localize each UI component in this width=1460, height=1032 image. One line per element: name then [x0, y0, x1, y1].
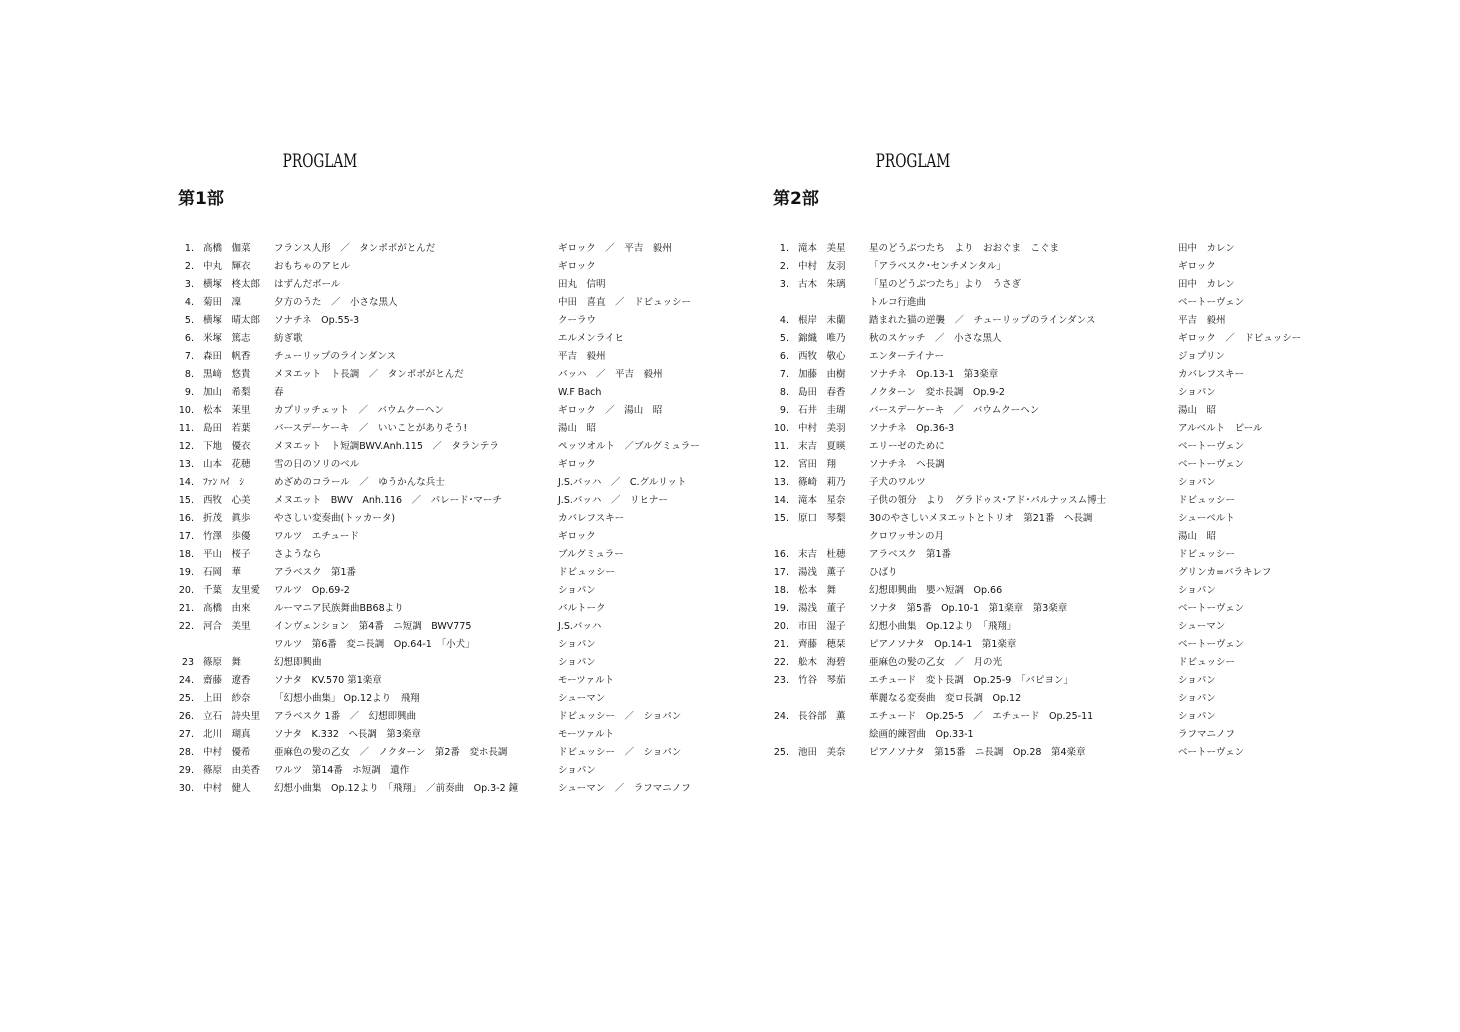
row-number: 29. — [178, 765, 194, 776]
program-row — [773, 708, 1460, 726]
composer-name: ショパン — [558, 657, 596, 668]
program-row — [773, 510, 1460, 528]
performer-name: 北川 瑚真 — [203, 729, 251, 740]
composer-name: J.S.バッハ — [558, 621, 602, 632]
piece-title: ピアノソナタ Op.14-1 第1楽章 — [869, 639, 1017, 650]
piece-title: チューリップのラインダンス — [274, 351, 396, 362]
performer-name: 市田 湿子 — [798, 621, 846, 632]
performer-name: 西牧 心美 — [203, 495, 251, 506]
composer-name: クーラウ — [558, 315, 597, 326]
row-number: 16. — [178, 513, 194, 524]
piece-title: はずんだボール — [274, 279, 341, 290]
piece-title: 亜麻色の髪の乙女 ／ 月の光 — [869, 657, 1003, 668]
piece-title: ルーマニア民族舞曲BB68より — [274, 603, 404, 614]
program-row — [773, 474, 1460, 492]
program-row — [773, 600, 1460, 618]
program-row — [773, 546, 1460, 564]
row-number: 3. — [184, 279, 194, 290]
piece-title: 雪の日のソリのベル — [274, 459, 360, 470]
program-row — [773, 618, 1460, 636]
piece-title: ソナタ KV.570 第1楽章 — [274, 675, 382, 686]
row-number: 14. — [773, 495, 789, 506]
piece-title: 絵画的練習曲 Op.33-1 — [869, 729, 974, 740]
piece-title: 秋のスケッチ ／ 小さな黒人 — [869, 333, 1002, 344]
performer-name: 下地 優衣 — [203, 441, 251, 452]
performer-name: 島田 若葉 — [203, 423, 251, 434]
program-row — [773, 294, 1460, 312]
piece-title: 子犬のワルツ — [869, 477, 926, 488]
piece-title: ピアノソナタ 第15番 ニ長調 Op.28 第4楽章 — [869, 747, 1086, 758]
composer-name: ベートーヴェン — [1178, 441, 1245, 452]
performer-name: 滝本 星奈 — [798, 495, 846, 506]
program-row — [773, 744, 1460, 762]
composer-name: シューマン — [558, 693, 606, 704]
piece-title: 「アラベスク･センチメンタル」 — [869, 261, 1006, 272]
composer-name: ギロック — [1178, 261, 1216, 272]
performer-name: 高橋 伽菜 — [203, 243, 251, 254]
row-number: 24. — [178, 675, 194, 686]
row-number: 7. — [184, 351, 194, 362]
composer-name: シューマン ／ ラフマニノフ — [558, 783, 691, 794]
row-number: 18. — [178, 549, 194, 560]
composer-name: ギロック ／ 平吉 毅州 — [558, 243, 672, 254]
piece-title: 亜麻色の髪の乙女 ／ ノクターン 第2番 変ホ長調 — [274, 747, 508, 758]
composer-name: ドビュッシー ／ ショパン — [558, 747, 682, 758]
piece-title: 紡ぎ歌 — [274, 333, 303, 344]
performer-name: 中丸 輝衣 — [203, 261, 251, 272]
program-title: PROGLAM — [282, 150, 358, 172]
piece-title: ワルツ エチュード — [274, 531, 359, 542]
row-number: 18. — [773, 585, 789, 596]
row-number: 12. — [178, 441, 194, 452]
composer-name: ジョプリン — [1178, 351, 1225, 362]
performer-name: 篠原 舞 — [203, 657, 242, 668]
composer-name: 湯山 昭 — [558, 423, 597, 434]
row-number: 7. — [779, 369, 789, 380]
row-number: 19. — [178, 567, 194, 578]
composer-name: ショパン — [1178, 387, 1216, 398]
piece-title: やさしい変奏曲(トッカータ) — [274, 513, 396, 524]
performer-name: 加藤 由樹 — [798, 369, 846, 380]
row-number: 16. — [773, 549, 789, 560]
composer-name: ベートーヴェン — [1178, 603, 1245, 614]
performer-name: 石岡 華 — [203, 567, 242, 578]
row-number: 11. — [773, 441, 789, 452]
row-number: 23 — [181, 657, 194, 668]
program-row — [773, 240, 1460, 258]
piece-title: 華麗なる変奏曲 変ロ長調 Op.12 — [869, 693, 1022, 704]
program-row — [773, 276, 1460, 294]
piece-title: エチュード Op.25-5 ／ エチュード Op.25-11 — [869, 711, 1094, 722]
piece-title: ソナチネ Op.36-3 — [869, 423, 955, 434]
composer-name: エルメンライヒ — [558, 333, 624, 344]
composer-name: ブルグミュラー — [558, 549, 624, 560]
performer-name: 山本 花穂 — [203, 459, 251, 470]
row-number: 4. — [184, 297, 194, 308]
performer-name: ﾌｧﾝ ﾊｲ ｼ — [203, 477, 245, 488]
composer-name: ペッツオルト ／ブルグミュラー — [558, 441, 700, 452]
composer-name: シューマン — [1178, 621, 1226, 632]
performer-name: 中村 優希 — [203, 747, 251, 758]
piece-title: エチュード 変ト長調 Op.25-9 「バピヨン」 — [869, 675, 1074, 686]
piece-title: ワルツ Op.69-2 — [274, 585, 350, 596]
performer-name: 西牧 敬心 — [798, 351, 846, 362]
performer-name: 横塚 柊太郎 — [203, 279, 261, 290]
program-row — [773, 456, 1460, 474]
performer-name: 根岸 未蘭 — [798, 315, 846, 326]
composer-name: ドビュッシー — [558, 567, 616, 578]
piece-title: ワルツ 第6番 変ニ長調 Op.64-1 「小犬」 — [274, 639, 475, 650]
composer-name: バルトーク — [558, 603, 606, 614]
row-number: 8. — [779, 387, 789, 398]
row-number: 2. — [779, 261, 789, 272]
program-row — [178, 762, 878, 780]
composer-name: ドビュッシー ／ ショパン — [558, 711, 682, 722]
row-number: 13. — [773, 477, 789, 488]
piece-title: クロワッサンの月 — [869, 531, 945, 542]
piece-title: ノクターン 変ホ長調 Op.9-2 — [869, 387, 1005, 398]
composer-name: ドビュッシー — [1178, 549, 1236, 560]
row-number: 6. — [779, 351, 789, 362]
composer-name: ショパン — [1178, 585, 1216, 596]
row-number: 24. — [773, 711, 789, 722]
piece-title: 幻想小曲集 Op.12より 「飛翔」 ／前奏曲 Op.3-2 鐘 — [274, 783, 519, 794]
performer-name: 竹谷 琴茄 — [798, 675, 846, 686]
performer-name: 立石 詩央里 — [203, 711, 261, 722]
composer-name: ギロック ／ 湯山 昭 — [558, 405, 663, 416]
program-row — [773, 330, 1460, 348]
row-number: 6. — [184, 333, 194, 344]
performer-name: 米塚 篤志 — [203, 333, 251, 344]
performer-name: 加山 希梨 — [203, 387, 251, 398]
row-number: 27. — [178, 729, 194, 740]
row-number: 17. — [178, 531, 194, 542]
performer-name: 横塚 晴太郎 — [203, 315, 261, 326]
performer-name: 湯浅 董子 — [798, 603, 846, 614]
composer-name: ギロック ／ ドビュッシー — [1178, 333, 1302, 344]
composer-name: 湯山 昭 — [1178, 531, 1217, 542]
composer-name: 田丸 信明 — [558, 279, 606, 290]
row-number: 9. — [779, 405, 789, 416]
piece-title: ソナタ K.332 ヘ長調 第3楽章 — [274, 729, 421, 740]
program-row — [773, 690, 1460, 708]
piece-title: 子供の領分 より グラドゥス･アド･パルナッスム博士 — [869, 495, 1107, 506]
row-number: 4. — [779, 315, 789, 326]
program-row — [773, 366, 1460, 384]
row-number: 21. — [773, 639, 789, 650]
piece-title: 春 — [274, 387, 284, 398]
piece-title: 幻想小曲集 Op.12より 「飛翔」 — [869, 621, 1017, 632]
piece-title: トルコ行進曲 — [869, 297, 927, 308]
piece-title: 幻想即興曲 嬰ハ短調 Op.66 — [869, 585, 1003, 596]
composer-name: ショパン — [558, 765, 596, 776]
performer-name: 宮田 翔 — [798, 459, 837, 470]
row-number: 26. — [178, 711, 194, 722]
row-number: 5. — [779, 333, 789, 344]
row-number: 9. — [184, 387, 194, 398]
piece-title: メヌエット ト長調 ／ タンポポがとんだ — [274, 369, 464, 380]
composer-name: 中田 喜直 ／ ドビュッシー — [558, 297, 692, 308]
piece-title: フランス人形 ／ タンポポがとんだ — [274, 243, 436, 254]
composer-name: ギロック — [558, 459, 596, 470]
row-number: 21. — [178, 603, 194, 614]
row-number: 23. — [773, 675, 789, 686]
piece-title: エリーゼのために — [869, 441, 945, 452]
row-number: 3. — [779, 279, 789, 290]
piece-title: 踏まれた猫の逆襲 ／ チューリップのラインダンス — [869, 315, 1096, 326]
row-number: 14. — [178, 477, 194, 488]
program-row — [773, 528, 1460, 546]
row-number: 22. — [773, 657, 789, 668]
program-row — [178, 780, 878, 798]
piece-title: 星のどうぶつたち より おおぐま こぐま — [869, 243, 1060, 254]
piece-title: ひばり — [869, 567, 898, 578]
composer-name: ショパン — [1178, 711, 1216, 722]
piece-title: ソナチネ ヘ長調 — [869, 459, 945, 470]
performer-name: 石井 圭瑚 — [798, 405, 846, 416]
program-row — [773, 672, 1460, 690]
row-number: 5. — [184, 315, 194, 326]
composer-name: ベートーヴェン — [1178, 747, 1245, 758]
composer-name: カバレフスキー — [558, 513, 625, 524]
piece-title: めざめのコラール ／ ゆうかんな兵士 — [274, 477, 445, 488]
program-title: PROGLAM — [875, 150, 951, 172]
composer-name: 田中 カレン — [1178, 243, 1235, 254]
row-number: 8. — [184, 369, 194, 380]
composer-name: ショパン — [558, 585, 596, 596]
composer-name: ショパン — [558, 639, 596, 650]
performer-name: 上田 紗奈 — [203, 693, 251, 704]
performer-name: 高橋 由來 — [203, 603, 251, 614]
piece-title: エンターテイナー — [869, 351, 944, 362]
row-number: 10. — [178, 405, 194, 416]
piece-title: おもちゃのアヒル — [274, 261, 351, 272]
row-number: 2. — [184, 261, 194, 272]
performer-name: 松本 茉里 — [203, 405, 251, 416]
program-row — [773, 348, 1460, 366]
piece-title: 「幻想小曲集」 Op.12より 飛翔 — [274, 693, 420, 704]
program-row — [773, 726, 1460, 744]
row-number: 19. — [773, 603, 789, 614]
program-row — [773, 492, 1460, 510]
performer-name: 舩木 海碧 — [798, 657, 846, 668]
row-number: 13. — [178, 459, 194, 470]
program-list — [773, 240, 1460, 762]
program-row — [773, 258, 1460, 276]
row-number: 1. — [779, 243, 789, 254]
performer-name: 中村 健人 — [203, 783, 251, 794]
composer-name: 田中 カレン — [1178, 279, 1235, 290]
row-number: 12. — [773, 459, 789, 470]
performer-name: 池田 美奈 — [798, 747, 846, 758]
piece-title: アラベスク 1番 ／ 幻想即興曲 — [274, 711, 417, 722]
program-row — [773, 384, 1460, 402]
row-number: 1. — [184, 243, 194, 254]
composer-name: J.S.バッハ ／ C.グルリット — [558, 477, 687, 488]
performer-name: 河合 美里 — [203, 621, 251, 632]
composer-name: ギロック — [558, 261, 596, 272]
piece-title: カプリッチェット ／ バウムクーヘン — [274, 405, 444, 416]
composer-name: ショパン — [1178, 693, 1216, 704]
performer-name: 中村 美羽 — [798, 423, 846, 434]
performer-name: 平山 桜子 — [203, 549, 251, 560]
composer-name: W.F Bach — [558, 387, 602, 398]
piece-title: ソナチネ Op.55-3 — [274, 315, 360, 326]
row-number: 17. — [773, 567, 789, 578]
program-row — [773, 312, 1460, 330]
performer-name: 黒﨑 悠貴 — [203, 369, 251, 380]
composer-name: ドビュッシー — [1178, 495, 1236, 506]
row-number: 20. — [773, 621, 789, 632]
part-heading: 第1部 — [178, 189, 224, 209]
composer-name: ショパン — [1178, 477, 1216, 488]
program-row — [773, 402, 1460, 420]
row-number: 20. — [178, 585, 194, 596]
composer-name: アルベルト ビール — [1178, 423, 1263, 434]
performer-name: 竹澤 歩優 — [203, 531, 251, 542]
piece-title: バースデーケーキ ／ いいことがありそう! — [274, 423, 468, 434]
row-number: 11. — [178, 423, 194, 434]
composer-name: モーツァルト — [558, 729, 615, 740]
piece-title: インヴェンション 第4番 ニ短調 BWV775 — [274, 621, 472, 632]
composer-name: ベートーヴェン — [1178, 297, 1245, 308]
piece-title: アラベスク 第1番 — [869, 549, 952, 560]
performer-name: 菊田 凜 — [203, 297, 242, 308]
performer-name: 中村 友羽 — [798, 261, 846, 272]
row-number: 15. — [178, 495, 194, 506]
program-row — [773, 636, 1460, 654]
piece-title: ワルツ 第14番 ホ短調 遺作 — [274, 765, 410, 776]
piece-title: 夕方のうた ／ 小さな黒人 — [274, 297, 398, 308]
performer-name: 原口 琴梨 — [798, 513, 846, 524]
row-number: 15. — [773, 513, 789, 524]
row-number: 25. — [773, 747, 789, 758]
program-row — [773, 582, 1460, 600]
performer-name: 錦織 唯乃 — [798, 333, 846, 344]
composer-name: 平吉 毅州 — [1178, 315, 1226, 326]
composer-name: ギロック — [558, 531, 596, 542]
row-number: 10. — [773, 423, 789, 434]
performer-name: 島田 春香 — [798, 387, 846, 398]
piece-title: 30のやさしいメヌエットとトリオ 第21番 ヘ長調 — [869, 513, 1093, 524]
piece-title: さようなら — [274, 549, 322, 560]
performer-name: 篠原 由美香 — [203, 765, 261, 776]
performer-name: 松本 舞 — [798, 585, 837, 596]
program-row — [773, 564, 1460, 582]
performer-name: 湯浅 薫子 — [798, 567, 846, 578]
performer-name: 長谷部 薫 — [798, 711, 846, 722]
composer-name: ショパン — [1178, 675, 1216, 686]
program-row — [773, 438, 1460, 456]
program-row — [773, 654, 1460, 672]
row-number: 30. — [178, 783, 194, 794]
performer-name: 千葉 友里愛 — [203, 585, 261, 596]
piece-title: ソナタ 第5番 Op.10-1 第1楽章 第3楽章 — [869, 603, 1068, 614]
composer-name: 湯山 昭 — [1178, 405, 1217, 416]
composer-name: 平吉 毅州 — [558, 351, 606, 362]
performer-name: 滝本 美星 — [798, 243, 846, 254]
composer-name: J.S.バッハ ／ リヒナー — [558, 495, 668, 506]
piece-title: 「星のどうぶつたち」より うさぎ — [869, 279, 1022, 290]
piece-title: ソナチネ Op.13-1 第3楽章 — [869, 369, 999, 380]
piece-title: メヌエット BWV Anh.116 ／ パレード･マーチ — [274, 495, 502, 506]
composer-name: シューベルト — [1178, 513, 1235, 524]
composer-name: ベートーヴェン — [1178, 459, 1245, 470]
piece-title: アラベスク 第1番 — [274, 567, 357, 578]
performer-name: 古木 朱璃 — [798, 279, 846, 290]
performer-name: 森田 帆香 — [203, 351, 251, 362]
piece-title: バースデーケーキ ／ バウムクーヘン — [869, 405, 1040, 416]
performer-name: 折茂 眞歩 — [203, 513, 251, 524]
performer-name: 末吉 杜穂 — [798, 549, 846, 560]
part-heading: 第2部 — [773, 189, 819, 209]
performer-name: 齋藤 遼香 — [203, 675, 251, 686]
performer-name: 齊藤 穂栞 — [798, 639, 846, 650]
piece-title: メヌエット ト短調BWV.Anh.115 ／ タランテラ — [274, 441, 499, 452]
row-number: 22. — [178, 621, 194, 632]
piece-title: 幻想即興曲 — [274, 657, 322, 668]
composer-name: モーツァルト — [558, 675, 615, 686]
program-row — [773, 420, 1460, 438]
composer-name: バッハ ／ 平吉 毅州 — [558, 369, 663, 380]
composer-name: ラフマニノフ — [1178, 729, 1236, 740]
performer-name: 末吉 夏暎 — [798, 441, 846, 452]
composer-name: グリンカ=バラキレフ — [1178, 567, 1272, 578]
row-number: 25. — [178, 693, 194, 704]
performer-name: 篠崎 莉乃 — [798, 477, 846, 488]
composer-name: ベートーヴェン — [1178, 639, 1245, 650]
row-number: 28. — [178, 747, 194, 758]
composer-name: カバレフスキー — [1178, 369, 1245, 380]
composer-name: ドビュッシー — [1178, 657, 1236, 668]
